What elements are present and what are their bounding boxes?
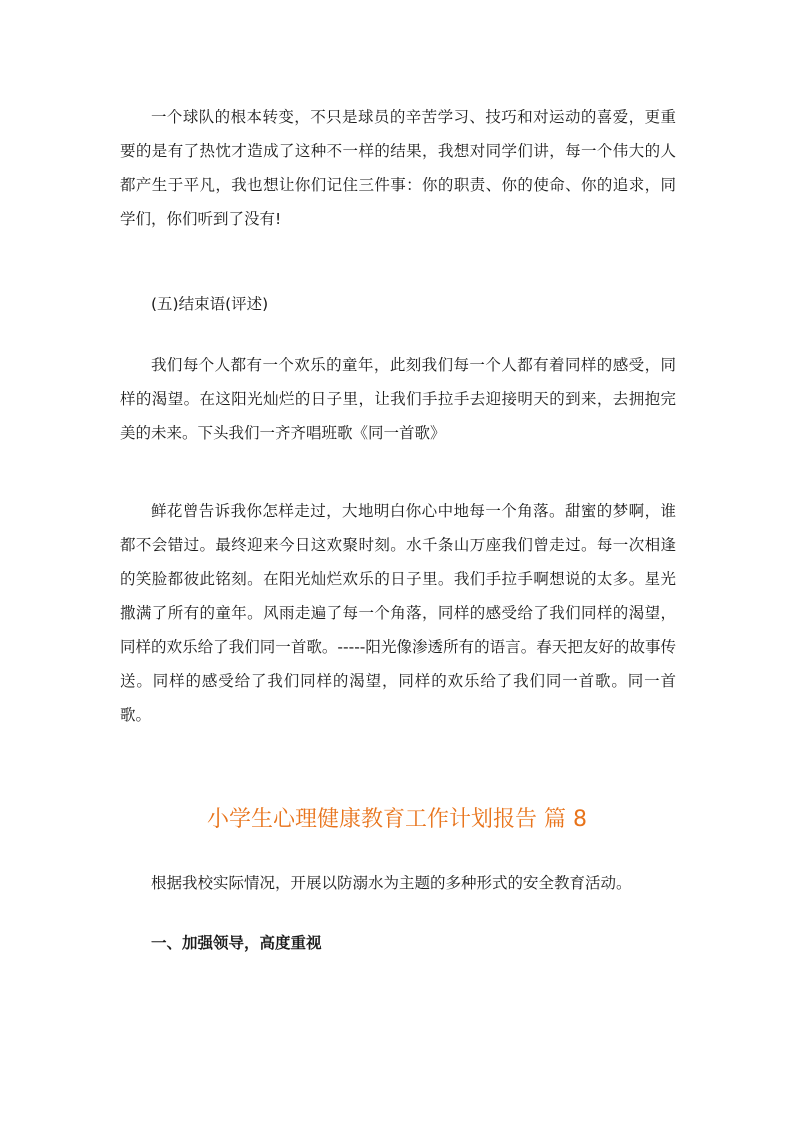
section-title: 小学生心理健康教育工作计划报告 篇 8	[207, 807, 587, 832]
paragraph-team-passion: 一个球队的根本转变，不只是球员的辛苦学习、技巧和对运动的喜爱，更重要的是有了热忱才造成了这种不一样的结果，我想对同学们讲，每一个伟大的人都产生于平凡，我也想让你们记住三件事：你的职责、你的使命、你的追求，同学们，你们听到了没有!	[120, 108, 676, 228]
paragraph-song-lyrics: 鲜花曾告诉我你怎样走过，大地明白你心中地每一个角落。甜蜜的梦啊，谁都不会错过。最终迎来今日这欢聚时刻。水千条山万座我们曾走过。每一次相逢的笑脸都彼此铭刻。在阳光灿烂欢乐的日子里。我们手拉手啊想说的太多。星光撒满了所有的童年。风雨走遍了每一个角落，同样的感受给了我们同样的渴望，同样的欢乐给了我们同一首歌。-----阳光像渗透所有的语言。春天把友好的故事传送。同样的感受给了我们同样的渴望，同样的欢乐给了我们同一首歌。同一首歌。	[120, 502, 676, 724]
paragraph-safety-education: 根据我校实际情况，开展以防溺水为主题的多种形式的安全教育活动。	[151, 874, 632, 892]
subheading-leadership: 一、加强领导，高度重视	[151, 934, 322, 952]
paragraph-conclusion-label: (五)结束语(评述)	[151, 295, 269, 313]
paragraph-childhood: 我们每个人都有一个欢乐的童年，此刻我们每一个人都有着同样的感受，同样的渴望。在这阳光灿烂的日子里，让我们手拉手去迎接明天的到来，去拥抱完美的未来。下头我们一齐齐唱班歌《同一首歌》	[120, 356, 676, 442]
